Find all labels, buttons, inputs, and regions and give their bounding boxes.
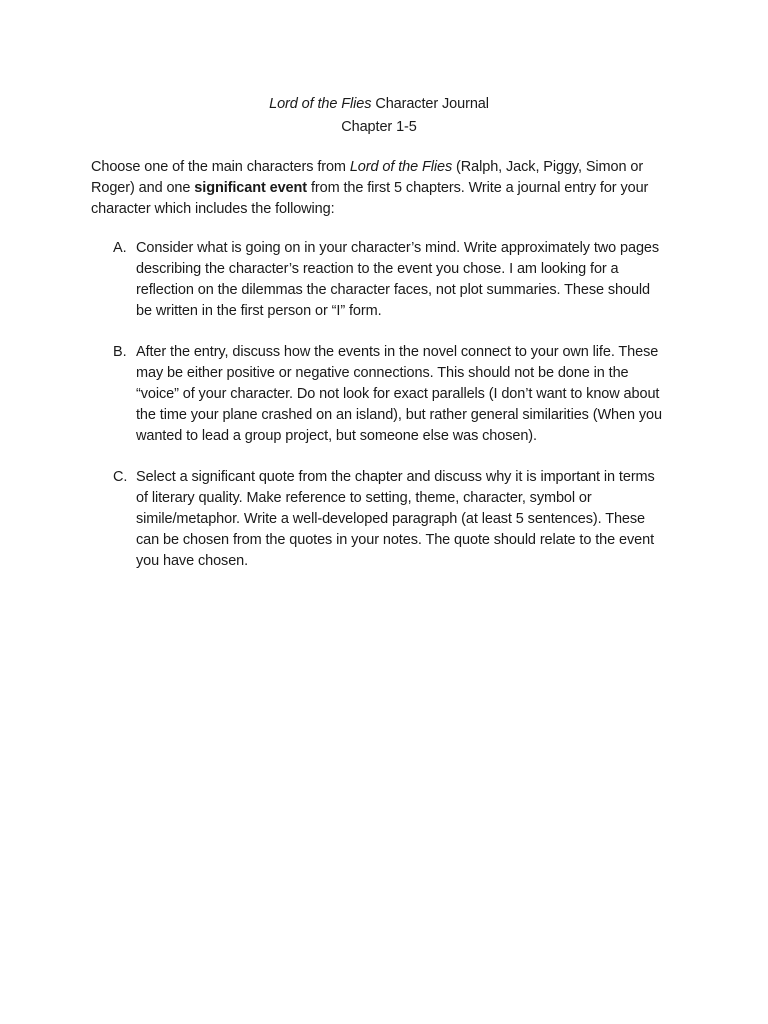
document-title xyxy=(90,93,668,139)
intro-emphasis: significant event xyxy=(194,180,308,196)
intro-text-3: from the first 5 chapters. Write a journal entry for your character which includes the following: xyxy=(91,180,649,217)
list-marker: B. xyxy=(113,344,127,360)
list-item xyxy=(91,342,668,447)
intro-book-title: Lord of the Flies xyxy=(349,159,453,175)
list-item-text: Select a significant quote from the chapter and discuss why it is important in terms of literary quality. Make reference to setting, theme, character, symbol or simile/metaphor. Write a well-developed paragraph (at least 5 sentences). These can be chosen from the quotes in your notes. The quote should relate to the event you have chosen. xyxy=(136,469,655,569)
list-item xyxy=(91,238,668,322)
list-item-text: Consider what is going on in your character’s mind. Write approximately two pages describing the character’s reaction to the event you chose. I am looking for a reflection on the dilemmas the character faces, not plot summaries. These should be written in the first person or “I” form. xyxy=(136,240,660,319)
intro-text-1: Choose one of the main characters from xyxy=(91,159,350,175)
list-marker: A. xyxy=(113,240,127,256)
intro-paragraph xyxy=(91,157,668,220)
chapter-subtitle: Chapter 1-5 xyxy=(341,119,417,135)
title-line xyxy=(90,93,668,116)
book-title: Lord of the Flies xyxy=(269,96,372,112)
list-item xyxy=(91,467,668,572)
title-suffix: Character Journal xyxy=(371,96,489,112)
list-marker: C. xyxy=(113,469,128,485)
instruction-list xyxy=(91,238,668,572)
intro-text-2: (Ralph, Jack, Piggy, Simon or Roger) and one xyxy=(91,159,644,196)
list-item-text: After the entry, discuss how the events in the novel connect to your own life. These may be either positive or negative connections. This should not be done in the “voice” of your character. Do not look for exact parallels (I don’t want to know about the time your plane crashed on an island), but rather general similarities (When you wanted to lead a group project, but someone else was chosen). xyxy=(136,344,662,444)
